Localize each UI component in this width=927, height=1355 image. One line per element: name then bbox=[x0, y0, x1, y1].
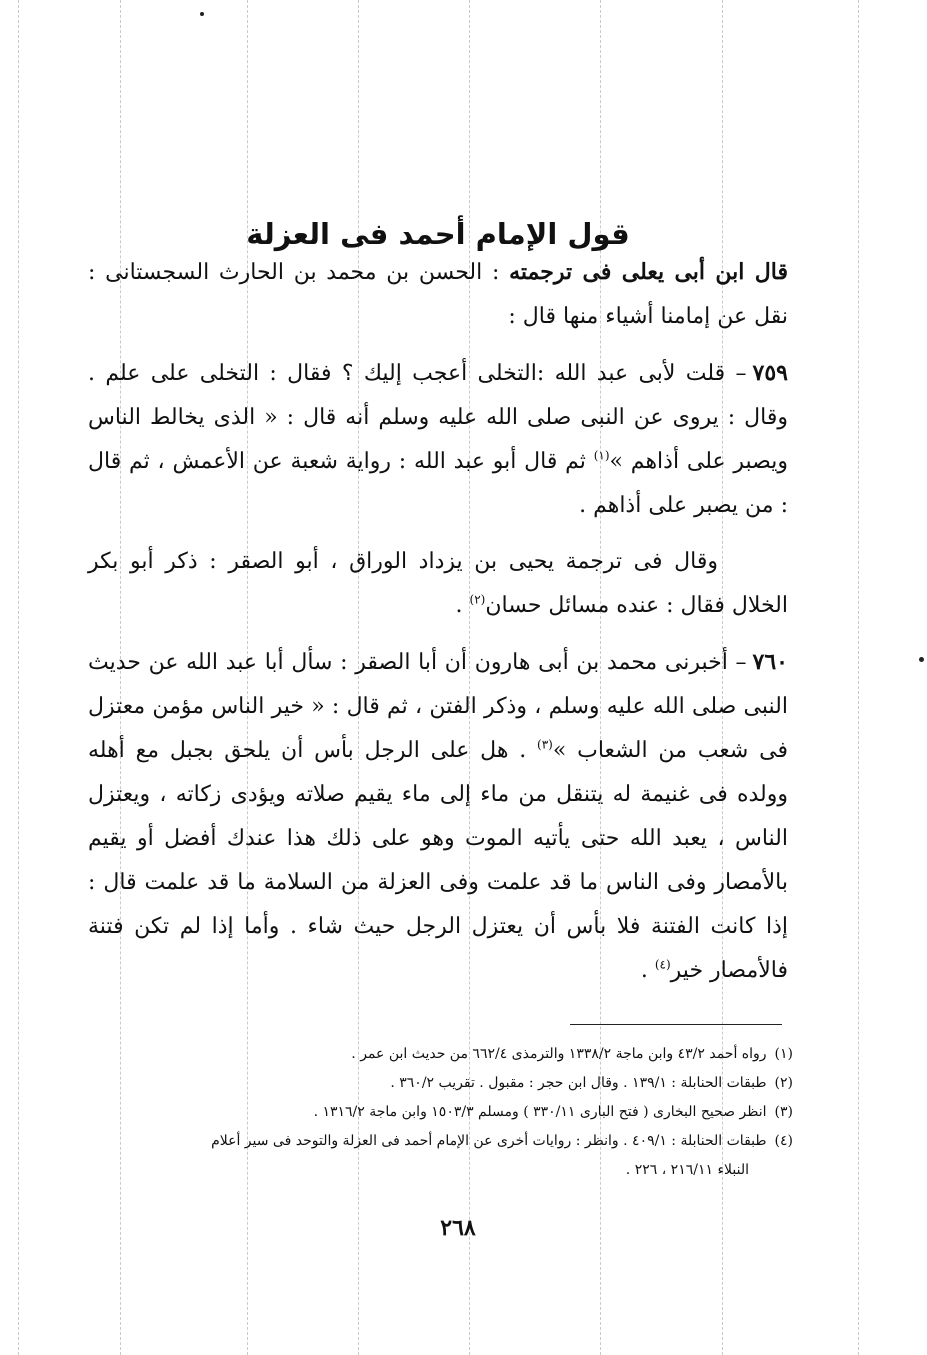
footnote bbox=[88, 1127, 793, 1156]
footnote bbox=[88, 1069, 793, 1098]
footnotes bbox=[88, 1040, 793, 1185]
footnote-label: (٤) bbox=[774, 1133, 793, 1149]
paragraph-text: – أخبرنى محمد بن أبى هارون أن أبا الصقر : سأل أبا عبد الله عن حديث النبى صلى الله عليه وسلم ، وذكر الفتن ، ثم قال : « خير الناس مؤمن معتزل فى شعب من الشعاب » bbox=[88, 650, 788, 763]
scan-guide-line bbox=[18, 0, 19, 1355]
footnote-ref[interactable]: (٣) bbox=[537, 737, 553, 752]
footnote-ref[interactable]: (٤) bbox=[654, 957, 671, 972]
footnote-ref[interactable]: (٢) bbox=[469, 592, 486, 607]
paragraph-number: ٧٦٠ bbox=[752, 649, 788, 675]
paragraph-text: . هل على الرجل بأس أن يلحق بجبل مع أهله وولده فى غنيمة له يتنقل من ماء إلى ماء يقيم صلاته ويؤدى زكاته ، ويعتزل الناس ، يعبد الله حتى يأتيه الموت وهو على ذلك هذا عندك أفضل أو يقيم بالأمصار وفى الناس ما قد علمت وفى العزلة من السلامة ما قد علمت قال : إذا كانت الفتنة فلا بأس أن يعتزل الرجل حيث شاء . وأما إذا لم تكن فتنة فالأمصار خير bbox=[88, 738, 788, 983]
footnote-text: طبقات الحنابلة : ٤٠٩/١ . وانظر : روايات أخرى عن الإمام أحمد فى العزلة والتوحد فى سير أعلام bbox=[211, 1133, 767, 1149]
paragraph-text: ثم قال أبو عبد الله : رواية شعبة عن الأعمش ، ثم قال : من يصبر على أذاهم . bbox=[88, 449, 788, 518]
footnote bbox=[88, 1040, 793, 1069]
chapter-heading: قول الإمام أحمد فى العزلة bbox=[246, 217, 630, 252]
paragraph-text: . bbox=[640, 958, 655, 983]
footnote-label: (١) bbox=[774, 1046, 793, 1062]
footnote-ref[interactable]: (١) bbox=[593, 448, 610, 463]
paragraph-number: ٧٥٩ bbox=[752, 360, 788, 386]
paragraph-yazdad bbox=[88, 540, 788, 628]
intro-lead: قال ابن أبى يعلى فى ترجمته bbox=[509, 259, 789, 285]
scan-speck bbox=[919, 657, 924, 662]
paragraph-text: . bbox=[455, 593, 470, 618]
footnote-text: رواه أحمد ٤٣/٢ وابن ماجة ١٣٣٨/٢ والترمذى ٦٦٢/٤ من حديث ابن عمر . bbox=[351, 1046, 767, 1062]
paragraph-759 bbox=[88, 351, 788, 528]
footnote-separator bbox=[570, 1024, 782, 1025]
page-number: ٢٦٨ bbox=[440, 1215, 476, 1241]
footnote-label: (٣) bbox=[774, 1104, 793, 1120]
footnote-text: طبقات الحنابلة : ١٣٩/١ . وقال ابن حجر : مقبول . تقريب ٣٦٠/٢ . bbox=[390, 1075, 767, 1091]
footnote bbox=[88, 1098, 793, 1127]
footnote-continuation: النبلاء ٢١٦/١١ ، ٢٢٦ . bbox=[625, 1162, 749, 1178]
scan-guide-line bbox=[858, 0, 859, 1355]
scan-speck bbox=[200, 12, 204, 16]
footnote-text: انظر صحيح البخارى ( فتح البارى ٣٣٠/١١ ) ومسلم ١٥٠٣/٣ وابن ماجة ١٣١٦/٢ . bbox=[313, 1104, 767, 1120]
intro-paragraph bbox=[88, 250, 788, 339]
paragraph-text: وقال فى ترجمة يحيى بن يزداد الوراق ، أبو الصقر : ذكر أبو بكر الخلال فقال : عنده مسائل حسان bbox=[88, 549, 788, 618]
paragraph-760 bbox=[88, 640, 788, 993]
paragraph-text: – قلت لأبى عبد الله :التخلى أعجب إليك ؟ فقال : التخلى على علم . وقال : يروى عن النبى صلى الله عليه وسلم أنه قال : « الذى يخالط الناس ويصبر على أذاهم » bbox=[88, 361, 788, 474]
main-text bbox=[88, 250, 788, 1005]
footnote-label: (٢) bbox=[774, 1075, 793, 1091]
intro-rest: : الحسن بن محمد بن الحارث السجستانى : نقل عن إمامنا أشياء منها قال : bbox=[88, 260, 788, 329]
